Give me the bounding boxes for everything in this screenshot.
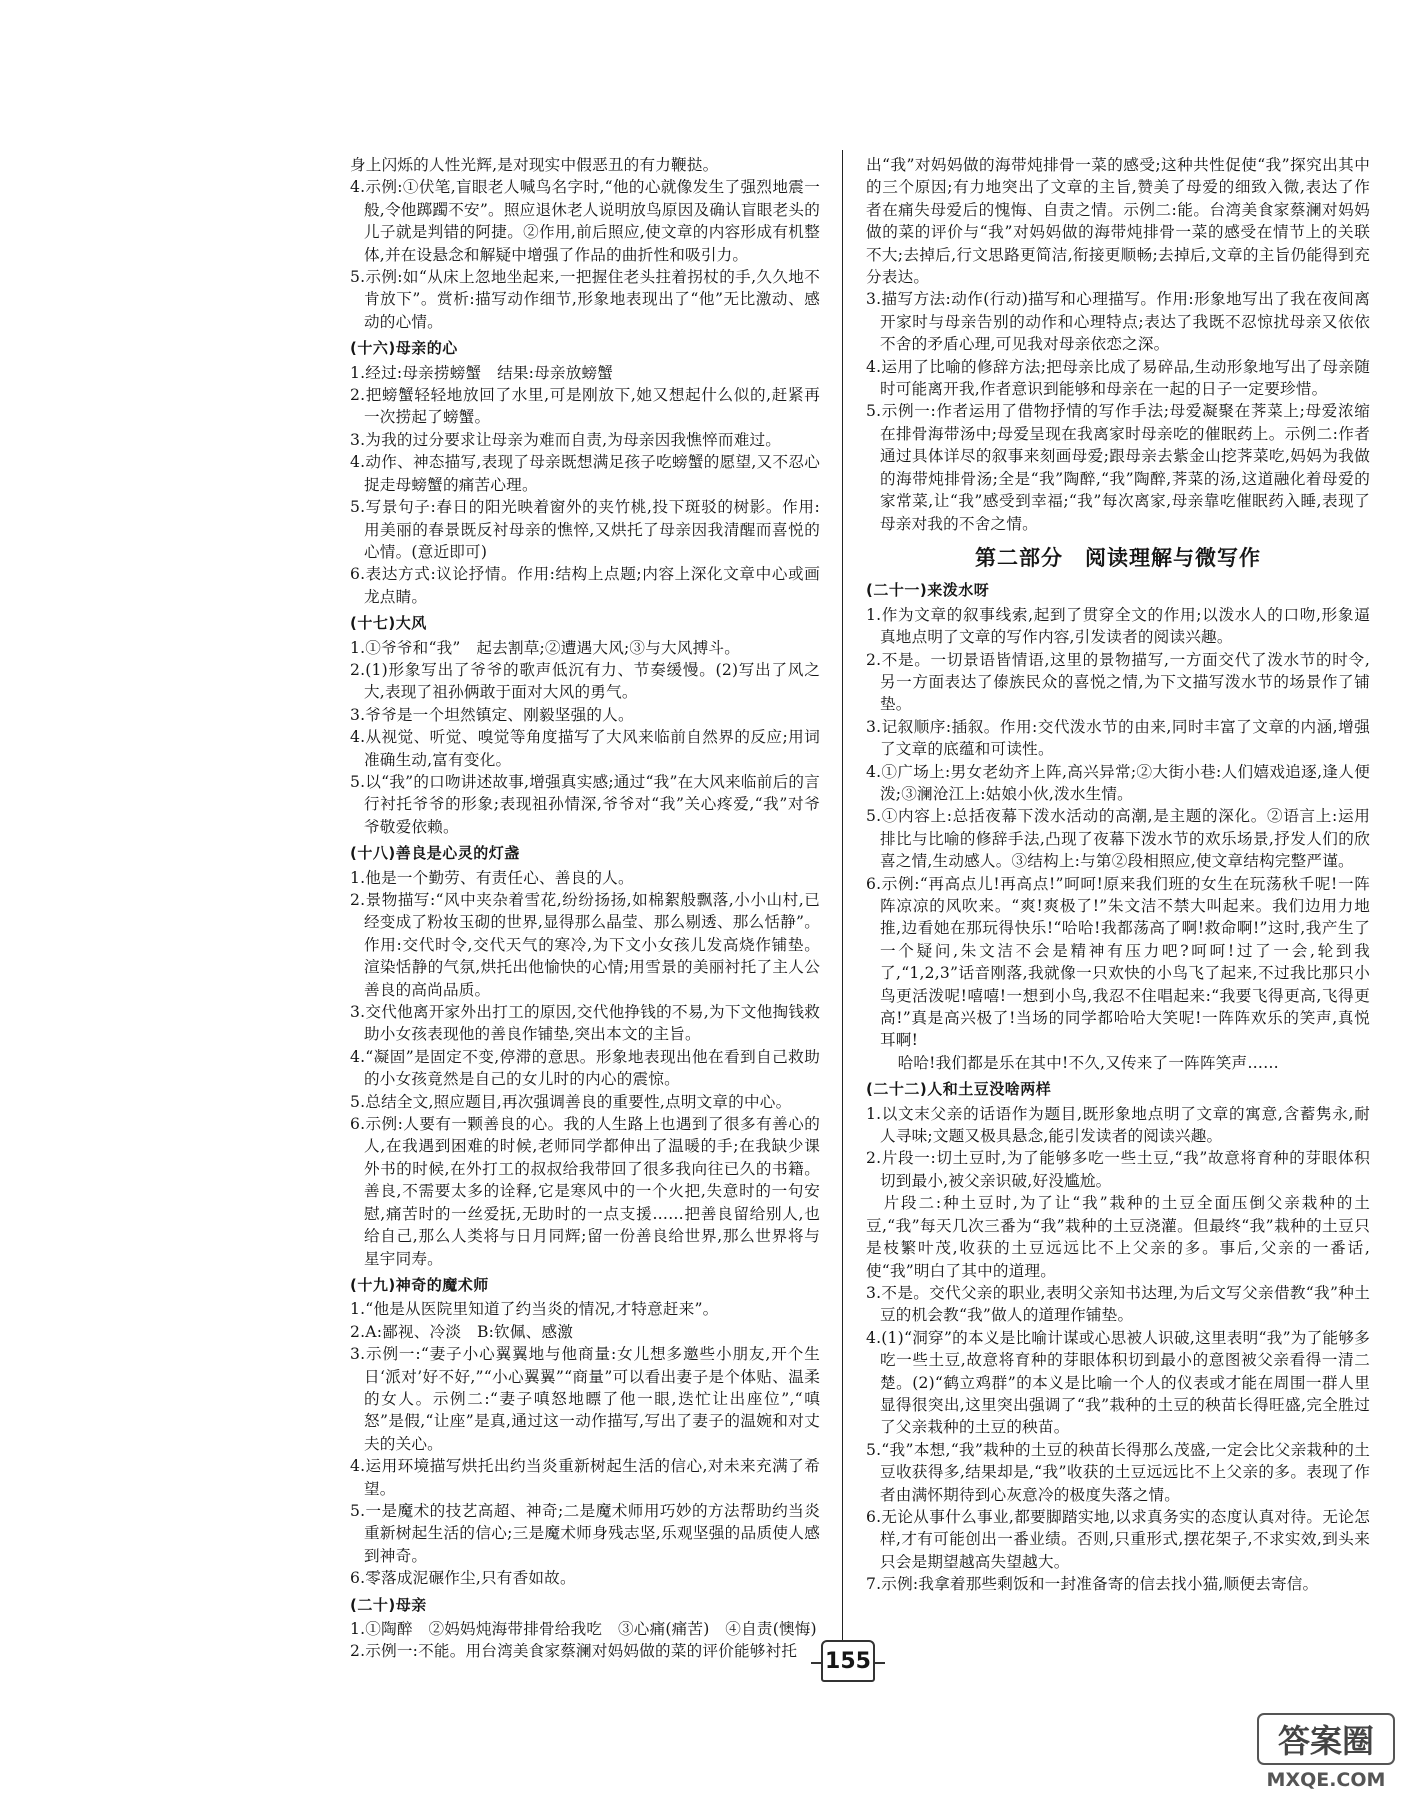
column-divider xyxy=(842,150,843,1640)
answer-item: 1.①陶醉 ②妈妈炖海带排骨给我吃 ③心痛(痛苦) ④自责(懊悔) xyxy=(350,1620,817,1638)
section-heading: (二十一)来泼水呀 xyxy=(866,581,990,600)
answer-item: 3.示例一:“妻子小心翼翼地与他商量:女儿想多邀些小朋友,开个生日‘派对’好不好,”“小心翼翼”“商量”可以看出妻子是个体贴、温柔的女人。示例二:“妻子嗔怒地瞟了他一眼,迭忙让出座位”,“嗔怒”是假,“让座”是真,通过这一动作描写,写出了妻子的温婉和对丈夫的关心。 xyxy=(350,1345,820,1453)
section-heading: (十七)大风 xyxy=(350,614,427,633)
answer-item: 2.(1)形象写出了爷爷的歌声低沉有力、节奏缓慢。(2)写出了风之大,表现了祖孙俩敢于面对大风的勇气。 xyxy=(350,660,820,702)
answer-item: 2.片段一:切土豆时,为了能够多吃一些土豆,“我”故意将育种的芽眼体积切到最小,被父亲识破,好没尴尬。 xyxy=(866,1149,1370,1190)
svg-text:MXQE.COM: MXQE.COM xyxy=(1266,1769,1386,1791)
answer-item: 5.“我”本想,“我”栽种的土豆的秧苗长得那么茂盛,一定会比父亲栽种的土豆收获得多,结果却是,“我”收获的土豆远远比不上父亲的多。表现了作者由满怀期待到心灰意冷的极度失落之情。 xyxy=(866,1440,1370,1504)
part-title: 第二部分 阅读理解与微写作 xyxy=(975,545,1261,570)
section-heading: (二十)母亲 xyxy=(350,1595,427,1614)
answer-item: 4.“凝固”是固定不变,停滞的意思。形象地表现出他在看到自己救助的小女孩竟然是自己的女儿时的内心的震惊。 xyxy=(350,1047,820,1089)
answer-item: 4.动作、神态描写,表现了母亲既想满足孩子吃螃蟹的愿望,又不忍心捉走母螃蟹的痛苦心理。 xyxy=(350,453,820,494)
answer-item: 3.为我的过分要求让母亲为难而自责,为母亲因我憔悴而难过。 xyxy=(350,430,782,449)
answer-item: 2.A:鄙视、冷淡 B:钦佩、感激 xyxy=(350,1322,574,1341)
answer-item: 4.(1)“洞穿”的本义是比喻计谋或心思被人识破,这里表明“我”为了能够多吃一些土豆,故意将育种的芽眼体积切到最小的意图被父亲看得一清二楚。(2)“鹤立鸡群”的本义是比喻一个人的仪表或才能在周围一群人里显得很突出,这里突出强调了“我”栽种的土豆的秧苗长得旺盛,完全胜过了父亲栽种的土豆的秧苗。 xyxy=(866,1328,1370,1437)
answer-item: 1.“他是从医院里知道了约当炎的情况,才特意赶来”。 xyxy=(350,1300,719,1319)
answer-item: 5.总结全文,照应题目,再次强调善良的重要性,点明文章的中心。 xyxy=(350,1092,792,1111)
answer-item: 6.示例:人要有一颗善良的心。我的人生路上也遇到了很多有善心的人,在我遇到困难的时候,老师同学都伸出了温暖的手;在我缺少课外书的时候,在外打工的叔叔给我带回了很多我向往已久的书籍。善良,不需要太多的诠释,它是寒风中的一个火把,失意时的一句安慰,痛苦时的一丝爱抚,无助时的一点支援……把善良留给别人,也给自己,那么人类将与日月同辉;留一份善良给世界,那么世界将与星宇同寿。 xyxy=(350,1115,820,1268)
answer-item: 6.表达方式:议论抒情。作用:结构上点题;内容上深化文章中心或画龙点睛。 xyxy=(350,565,820,606)
answer-item: 1.作为文章的叙事线索,起到了贯穿全文的作用;以泼水人的口吻,形象逼真地点明了文章的写作内容,引发读者的阅读兴趣。 xyxy=(866,605,1370,647)
answer-item: 1.以文末父亲的话语作为题目,既形象地点明了文章的寓意,含蓄隽永,耐人寻味;文题又极具悬念,能引发读者的阅读兴趣。 xyxy=(866,1104,1370,1146)
left-column xyxy=(350,154,820,1663)
answer-item: 5.以“我”的口吻讲述故事,增强真实感;通过“我”在大风来临前后的言行衬托爷爷的形象;表现祖孙情深,爷爷对“我”关心疼爱,“我”对爷爷敬爱依赖。 xyxy=(350,772,820,836)
answer-item: 哈哈!我们都是乐在其中!不久,又传来了一阵阵笑声…… xyxy=(866,1053,1279,1072)
answer-item: 3.交代他离开家外出打工的原因,交代他挣钱的不易,为下文他掏钱救助小女孩表现他的善良作铺垫,突出本文的主旨。 xyxy=(350,1003,820,1044)
section-heading: (十六)母亲的心 xyxy=(350,339,458,358)
answer-item: 1.他是一个勤劳、有责任心、善良的人。 xyxy=(350,868,634,887)
answer-item: 4.示例:①伏笔,盲眼老人喊鸟名字时,“他的心就像发生了强烈地震一般,令他踯躅不安”。照应退休老人说明放鸟原因及确认盲眼老头的儿子就是判错的阿捷。②作用,前后照应,使文章的内容形成有机整体,并在设悬念和解疑中增强了作品的曲折性和吸引力。 xyxy=(350,178,820,264)
answer-item: 4.①广场上:男女老幼齐上阵,高兴异常;②大街小巷:人们嬉戏追逐,逢人便泼;③澜沧江上:姑娘小伙,泼水生情。 xyxy=(866,762,1370,803)
answer-item: 6.零落成泥碾作尘,只有香如故。 xyxy=(350,1569,576,1588)
answer-item: 6.示例:“再高点儿!再高点!”呵呵!原来我们班的女生在玩荡秋千呢!一阵阵凉凉的风吹来。“爽!爽极了!”朱文洁不禁大叫起来。我们边用力地推,边看她在那玩得快乐!“哈哈!我都荡高了啊!救命啊!”这时,我产生了一个疑问,朱文洁不会是精神有压力吧?呵呵!过了一会,轮到我了,“1,2,3”话音刚落,我就像一只欢快的小鸟飞了起来,不过我比那只小鸟更活泼呢!嘻嘻!一想到小鸟,我忍不住唱起来:“我要飞得更高,飞得更高!”真是高兴极了!当场的同学都哈哈大笑呢!一阵阵欢乐的笑声,真悦耳啊! xyxy=(866,874,1370,1050)
answer-item: 6.无论从事什么事业,都要脚踏实地,以求真务实的态度认真对待。无论怎样,才有可能创出一番业绩。否则,只重形式,摆花架子,不求实效,到头来只会是期望越高失望越大。 xyxy=(866,1507,1370,1571)
answer-item: 3.爷爷是一个坦然镇定、刚毅坚强的人。 xyxy=(350,705,634,724)
answer-item: 2.景物描写:“风中夹杂着雪花,纷纷扬扬,如棉絮般飘落,小小山村,已经变成了粉妆玉砌的世界,显得那么晶莹、那么剔透、那么恬静”。作用:交代时令,交代天气的寒冷,为下文小女孩儿发高烧作铺垫。渲染恬静的气氛,烘托出他愉快的心情;用雪景的美丽衬托了主人公善良的高尚品质。 xyxy=(350,891,820,999)
answer-item: 1.①爷爷和“我” 起去割草;②遭遇大风;③与大风搏斗。 xyxy=(350,638,740,657)
section-heading: (二十二)人和土豆没啥两样 xyxy=(866,1080,1052,1099)
answer-item: 3.记叙顺序:插叙。作用:交代泼水节的由来,同时丰富了文章的内涵,增强了文章的底蕴和可读性。 xyxy=(866,717,1370,759)
answer-item: 5.示例:如“从床上忽地坐起来,一把握住老头拄着拐杖的手,久久地不肯放下”。赏析:描写动作细节,形象地表现出了“他”无比激动、感动的心情。 xyxy=(350,268,820,331)
answer-item: 3.不是。交代父亲的职业,表明父亲知书达理,为后文写父亲借教“我”种土豆的机会教“我”做人的道理作铺垫。 xyxy=(866,1283,1370,1325)
answer-item: 2.不是。一切景语皆情语,这里的景物描写,一方面交代了泼水节的时令,另一方面表达了傣族民众的喜悦之情,为下文描写泼水节的场景作了铺垫。 xyxy=(866,650,1370,714)
answer-item: 出“我”对妈妈做的海带炖排骨一菜的感受;这种共性促使“我”探究出其中的三个原因;有力地突出了文章的主旨,赞美了母爱的细致入微,表达了作者在痛失母爱后的愧悔、自责之情。示例二:能。台湾美食家蔡澜对妈妈做的菜的评价与“我”对妈妈做的海带炖排骨一菜的感受在情节上的关联不大;去掉后,行文思路更简洁,衔接更顺畅;去掉后,文章的主旨仍能得到充分表达。 xyxy=(866,156,1370,287)
answer-item: 5.一是魔术的技艺高超、神奇;二是魔术师用巧妙的方法帮助约当炎重新树起生活的信心;三是魔术师身残志坚,乐观坚强的品质使人感到神奇。 xyxy=(350,1501,820,1565)
right-column xyxy=(866,154,1370,1596)
answer-item: 1.经过:母亲捞螃蟹 结果:母亲放螃蟹 xyxy=(350,363,614,382)
answer-item: 7.示例:我拿着那些剩饭和一封准备寄的信去找小猫,顺便去寄信。 xyxy=(866,1575,1319,1594)
answer-item: 5.示例一:作者运用了借物抒情的写作手法;母爱凝聚在荠菜上;母爱浓缩在排骨海带汤中;母爱呈现在我离家时母亲吃的催眠药上。示例二:作者通过具体详尽的叙事来刻画母爱;跟母亲去紫金山挖荠菜吃,妈妈为我做的海带炖排骨汤;全是“我”陶醉,“我”陶醉,荠菜的汤,这道融化着母爱的家常菜,让“我”感受到幸福;“我”每次离家,母亲靠吃催眠药入睡,表现了母亲对我的不舍之情。 xyxy=(866,402,1370,533)
section-heading: (十八)善良是心灵的灯盏 xyxy=(350,844,520,863)
answer-item: 2.把螃蟹轻轻地放回了水里,可是刚放下,她又想起什么似的,赶紧再一次捞起了螃蟹。 xyxy=(350,386,820,427)
answer-item: 身上闪烁的人性光辉,是对现实中假恶丑的有力鞭挞。 xyxy=(350,156,719,174)
answer-item: 3.描写方法:动作(行动)描写和心理描写。作用:形象地写出了我在夜间离开家时与母亲告别的动作和心理特点;表达了我既不忍惊扰母亲又依依不舍的矛盾心理,可见我对母亲依恋之深。 xyxy=(866,290,1370,354)
answer-item: 4.运用环境描写烘托出约当炎重新树起生活的信心,对未来充满了希望。 xyxy=(350,1457,820,1498)
answer-item: 4.从视觉、听觉、嗅觉等角度描写了大风来临前自然界的反应;用词准确生动,富有变化。 xyxy=(350,728,820,769)
answer-item: 5.①内容上:总括夜幕下泼水活动的高潮,是主题的深化。②语言上:运用排比与比喻的修辞手法,凸现了夜幕下泼水节的欢乐场景,抒发人们的欣喜之情,生动感人。③结构上:与第②段相照应,使文章结构完整严谨。 xyxy=(866,807,1370,871)
answer-item: 2.示例一:不能。用台湾美食家蔡澜对妈妈做的菜的评价能够衬托 xyxy=(350,1642,798,1661)
page-number: 155 xyxy=(821,1640,875,1682)
answer-item: 4.运用了比喻的修辞方法;把母亲比成了易碎品,生动形象地写出了母亲随时可能离开我,作者意识到能够和母亲在一起的日子一定要珍惜。 xyxy=(866,357,1370,399)
watermark-logo xyxy=(1256,1710,1396,1794)
svg-text:答案圈: 答案圈 xyxy=(1277,1722,1375,1760)
answer-item: 片段二:种土豆时,为了让“我”栽种的土豆全面压倒父亲栽种的土豆,“我”每天几次三番为“我”栽种的土豆浇灌。但最终“我”栽种的土豆只是枝繁叶茂,收获的土豆远远比不上父亲的多。事后,父亲的一番话,使“我”明白了其中的道理。 xyxy=(866,1194,1370,1280)
section-heading: (十九)神奇的魔术师 xyxy=(350,1275,489,1294)
answer-item: 5.写景句子:春日的阳光映着窗外的夹竹桃,投下斑驳的树影。作用:用美丽的春景既反衬母亲的憔悴,又烘托了母亲因我清醒而喜悦的心情。(意近即可) xyxy=(350,498,820,561)
